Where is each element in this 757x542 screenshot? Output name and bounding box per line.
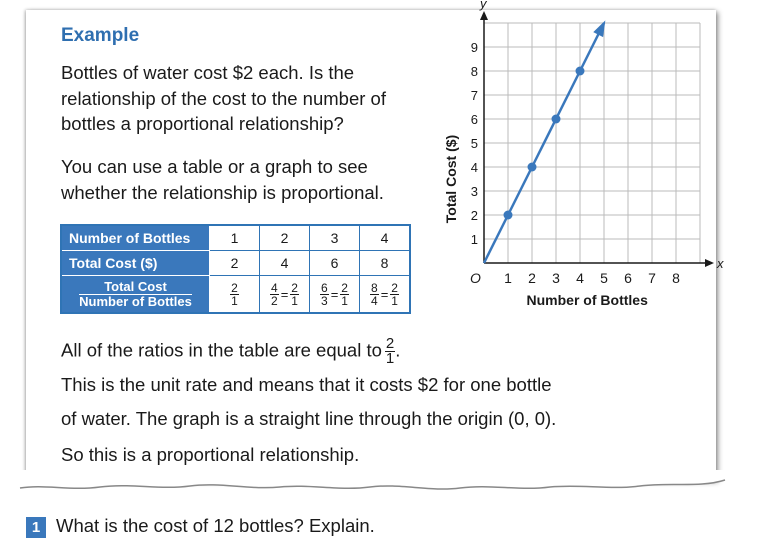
x-tick-label: 2	[528, 270, 536, 286]
x-tick-label: 3	[552, 270, 560, 286]
denominator: 1	[341, 293, 348, 308]
numerator: 2	[385, 335, 395, 352]
numerator: 2	[231, 280, 238, 295]
problem-statement: Bottles of water cost $2 each. Is the relationship of the cost to the number of bottles a proportional relationship?	[61, 62, 386, 134]
denominator: 1	[231, 293, 238, 308]
table-cell: 2	[260, 225, 310, 251]
unit-rate-fraction	[385, 337, 395, 366]
explanation-line-4: So this is a proportional relationship.	[61, 444, 360, 465]
table-cell: 6	[310, 251, 360, 276]
x-tick-label: 4	[576, 270, 584, 286]
numerator: 6	[321, 280, 328, 295]
exercise-question	[26, 515, 375, 538]
x-tick-label: 5	[600, 270, 608, 286]
fraction	[290, 282, 299, 307]
table-cell: 3	[310, 225, 360, 251]
y-axis-letter: y	[480, 0, 487, 11]
ratio-cell	[260, 276, 310, 314]
period: .	[395, 339, 401, 361]
equals-sign: =	[330, 286, 339, 302]
y-axis-title: Total Cost ($)	[443, 134, 459, 224]
row-header-cost: Total Cost ($)	[61, 251, 210, 276]
data-point	[552, 115, 561, 124]
numerator: 4	[271, 280, 278, 295]
table-row-ratio	[61, 276, 410, 314]
ratio-header-fraction	[79, 280, 192, 309]
x-tick-label: 6	[624, 270, 632, 286]
origin-label: O	[470, 270, 481, 286]
y-tick-label: 6	[470, 112, 478, 127]
y-tick-label: 1	[470, 232, 478, 247]
question-text: What is the cost of 12 bottles? Explain.	[56, 515, 375, 536]
example-title: Example	[61, 25, 140, 46]
y-tick-label: 4	[470, 160, 478, 175]
fraction	[320, 282, 329, 307]
fraction	[370, 282, 379, 307]
y-tick-label: 8	[470, 64, 478, 79]
numerator: 8	[371, 280, 378, 295]
denominator: 1	[391, 293, 398, 308]
torn-paper-edge	[20, 462, 725, 502]
table-row-cost	[61, 251, 410, 276]
ratio-header-numerator: Total Cost	[79, 280, 192, 295]
y-tick-label: 5	[470, 136, 478, 151]
x-tick-label: 7	[648, 270, 656, 286]
method-statement: You can use a table or a graph to see whether the relationship is proportional.	[61, 156, 384, 203]
x-tick-label: 1	[504, 270, 512, 286]
equals-sign: =	[380, 286, 389, 302]
explanation-line-2: This is the unit rate and means that it costs $2 for one bottle	[61, 374, 552, 395]
y-tick-label: 7	[470, 88, 478, 103]
data-point	[504, 211, 513, 220]
ratio-cell	[360, 276, 411, 314]
table-cell: 8	[360, 251, 411, 276]
numerator: 2	[391, 280, 398, 295]
explanation-line-1	[61, 337, 400, 366]
numerator: 2	[341, 280, 348, 295]
x-axis-letter: x	[717, 256, 724, 271]
fraction	[230, 282, 239, 307]
row-header-ratio	[61, 276, 210, 314]
fraction	[270, 282, 279, 307]
table-row-bottles	[61, 225, 410, 251]
denominator: 3	[321, 293, 328, 308]
fraction	[340, 282, 349, 307]
data-point	[528, 163, 537, 172]
table-cell: 4	[260, 251, 310, 276]
y-tick-label: 9	[470, 40, 478, 55]
x-axis-arrow-icon	[705, 259, 714, 267]
table-cell: 2	[210, 251, 260, 276]
proportional-graph	[430, 0, 724, 333]
denominator: 4	[371, 293, 378, 308]
equals-sign: =	[280, 286, 289, 302]
ratio-cell	[310, 276, 360, 314]
explanation-line-3: of water. The graph is a straight line through the origin (0, 0).	[61, 408, 557, 429]
denominator: 1	[291, 293, 298, 308]
table-cell: 1	[210, 225, 260, 251]
x-tick-label: 8	[672, 270, 680, 286]
x-axis-title: Number of Bottles	[526, 292, 648, 308]
numerator: 2	[291, 280, 298, 295]
denominator: 2	[271, 293, 278, 308]
denominator: 1	[385, 350, 395, 367]
ratio-cell	[210, 276, 260, 314]
table-cell: 4	[360, 225, 411, 251]
question-number-badge: 1	[26, 517, 46, 538]
ratio-header-denominator: Number of Bottles	[79, 293, 192, 309]
y-tick-label: 3	[470, 184, 478, 199]
fraction	[390, 282, 399, 307]
data-point	[576, 67, 585, 76]
ratio-table	[60, 224, 411, 314]
row-header-bottles: Number of Bottles	[61, 225, 210, 251]
explanation-text: All of the ratios in the table are equal to	[61, 339, 382, 361]
y-tick-label: 2	[470, 208, 478, 223]
